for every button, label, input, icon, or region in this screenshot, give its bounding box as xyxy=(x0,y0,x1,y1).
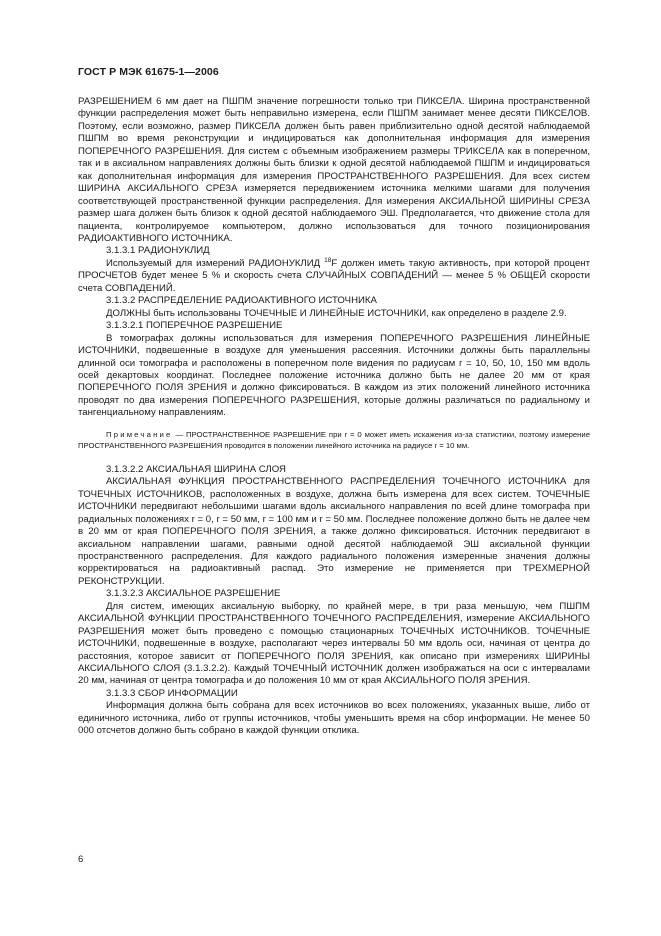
paragraph-radionuclide xyxy=(78,258,590,295)
paragraph-axial-resolution: Для систем, имеющих аксиальную выборку, по крайней мере, в три раза меньшую, чем ПШПМ АКСИАЛЬНОЙ ФУНКЦИИ ПРОСТРАНСТВЕННОГО ТОЧЕЧНОГО РАСПРЕДЕЛЕНИЯ, измерение АКСИАЛЬНОГО РАЗРЕШЕНИЯ может быть проведено с помощью стационарных ТОЧЕЧНЫХ ИСТОЧНИКОВ. ТОЧЕЧНЫЕ ИСТОЧНИКИ, подвешенные в воздухе, располагают через интервалы 50 мм вдоль оси, начиная от центра до расстояния, которое зависит от ПОПЕРЕЧНОГО ПОЛЯ ЗРЕНИЯ, как описано при измерениях ШИРИНЫ АКСИАЛЬНОГО СЛОЯ (3.1.3.2.2). Каждый ТОЧЕЧНЫЙ ИСТОЧНИК должен изображаться на оси с интервалами 20 мм, начиная от центра томографа и до положения 10 мм от края АКСИАЛЬНОГО ПОЛЯ ЗРЕНИЯ. xyxy=(78,600,590,687)
page-header-standard-title: ГОСТ Р МЭК 61675-1—2006 xyxy=(78,66,219,78)
paragraph-axial-slice-width: АКСИАЛЬНАЯ ФУНКЦИЯ ПРОСТРАНСТВЕННОГО РАСПРЕДЕЛЕНИЯ ТОЧЕЧНОГО ИСТОЧНИКА для ТОЧЕЧНЫХ ИСТОЧНИКОВ, расположенных в воздухе, должна быть измерена для всех систем. ТОЧЕЧНЫЕ ИСТОЧНИКИ передвигают небольшими шагами вдоль аксиального направления по всей длине томографа при радиальных положениях r = 0, r = 50 мм, r = 100 мм и r = 50 мм. Последнее положение должно быть не далее чем в 20 мм от края ПОПЕРЕЧНОГО ПОЛЯ ЗРЕНИЯ, а также должно фиксироваться. Источник передвигают в аксиальном направлении шагами, равными одной десятой наблюдаемой ЭШ аксиальной функции пространственного распределения. Для каждого радиального положения измеренные значения должны корректироваться на радиоактивный распад. Это измерение не применяется при ТРЕХМЕРНОЙ РЕКОНСТРУКЦИИ. xyxy=(78,476,590,587)
document-body xyxy=(78,96,590,738)
section-heading-data-collection: 3.1.3.3 СБОР ИНФОРМАЦИИ xyxy=(106,687,238,699)
section-heading-source-distribution: 3.1.3.2 РАСПРЕДЕЛЕНИЕ РАДИОАКТИВНОГО ИСТОЧНИКА xyxy=(106,295,377,307)
paragraph-pixel-size: РАЗРЕШЕНИЕМ 6 мм дает на ПШПМ значение погрешности только три ПИКСЕЛА. Ширина пространственной функции распределения может быть неправильно измерена, если ПШПМ занимает менее десяти ПИКСЕЛОВ. Поэтому, если возможно, размер ПИКСЕЛА должен быть равен приблизительно одной десятой наблюдаемой ПШПМ во время реконструкции и индицироваться как дополнительная информация для измерения ПОПЕРЕЧНОГО РАЗРЕШЕНИЯ. Для систем с объемным изображением размеры ТРИКСЕЛА как в поперечном, так и в аксиальном направлениях должны быть близки к одной десятой наблюдаемой ПШПМ и индицироваться как дополнительная информация для измерения ПРОСТРАНСТВЕННОГО РАЗРЕШЕНИЯ. Для всех систем ШИРИНА АКСИАЛЬНОГО СРЕЗА измеряется передвижением источника мелкими шагами для получения соответствующей пространственной функции распределения. Для измерения АКСИАЛЬНОЙ ШИРИНЫ СРЕЗА размер шага должен быть близок к одной десятой наблюдаемого ЭШ. Предполагается, что движение стола для пациента, контролируемое компьютером, должно использоваться для точного позиционирования РАДИОАКТИВНОГО ИСТОЧНИКА. xyxy=(78,96,590,244)
note-paragraph xyxy=(78,429,590,451)
note-text: — ПРОСТРАНСТВЕННОЕ РАЗРЕШЕНИЕ при r = 0 может иметь искажения из-за статистики, поэтому измерение ПРОСТРАНСТВЕННОГО РАЗРЕШЕНИЯ проводится в положении линейного источника на радиусе r = 10 мм. xyxy=(78,429,590,450)
section-heading-axial-resolution: 3.1.3.2.3 АКСИАЛЬНОЕ РАЗРЕШЕНИЕ xyxy=(106,588,281,600)
section-heading-transverse-resolution: 3.1.3.2.1 ПОПЕРЕЧНОЕ РАЗРЕШЕНИЕ xyxy=(106,320,283,332)
section-heading-radionuclide: 3.1.3.1 РАДИОНУКЛИД xyxy=(106,245,210,257)
section-heading-axial-slice-width: 3.1.3.2.2 АКСИАЛЬНАЯ ШИРИНА СЛОЯ xyxy=(106,463,286,475)
radionuclide-text-end: F должен иметь такую активность, при которой процент ПРОСЧЕТОВ будет менее 5 % и скорость счета СЛУЧАЙНЫХ СОВПАДЕНИЙ — менее 5 % ОБЩЕЙ скорости счета СОВПАДЕНИЙ. xyxy=(78,257,591,294)
isotope-mass-number: 18 xyxy=(324,256,332,264)
paragraph-source-distribution: ДОЛЖНЫ быть использованы ТОЧЕЧНЫЕ И ЛИНЕЙНЫЕ ИСТОЧНИКИ, как определено в разделе 2.9. xyxy=(106,307,567,319)
paragraph-data-collection: Информация должна быть собрана для всех источников во всех положениях, указанных выше, либо от единичного источника, либо от группы источников, чтобы уменьшить время на сбор информации. Не менее 50 000 отсчетов должно быть собрано в каждой функции отклика. xyxy=(78,700,590,737)
note-label: Примечание xyxy=(106,429,173,439)
radionuclide-text-start: Используемый для измерений РАДИОНУКЛИД xyxy=(106,257,325,269)
paragraph-transverse-resolution: В томографах должны использоваться для измерения ПОПЕРЕЧНОГО РАЗРЕШЕНИЯ ЛИНЕЙНЫЕ ИСТОЧНИКИ, подвешенные в воздухе для уменьшения рассеяния. Источники должны быть параллельны длинной оси томографа и расположены в поперечном поле видения по радиусам r = 10, 50, 10, 150 мм вдоль осей декартовых координат. Последнее положение источника должно быть не далее 20 мм от края ПОПЕРЕЧНОГО ПОЛЯ ЗРЕНИЯ и должно фиксироваться. В каждом из этих положений линейного источника проводят по два измерения ПОПЕРЕЧНОГО РАЗРЕШЕНИЯ, которые должны различаться по радиальному и тангенциальному направлениям. xyxy=(78,332,590,419)
page-number: 6 xyxy=(78,854,84,865)
